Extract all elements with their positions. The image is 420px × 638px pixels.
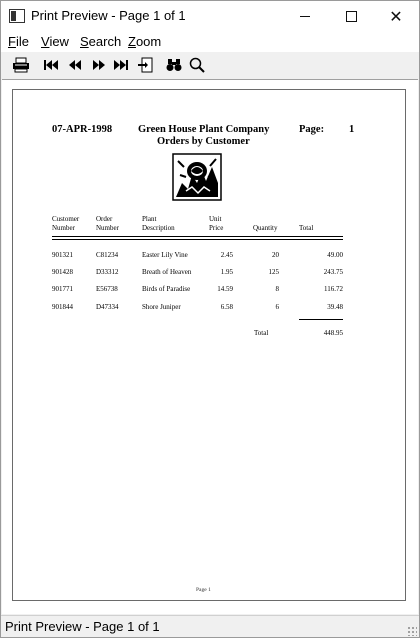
grand-total-value: 448.95 — [323, 329, 343, 337]
header-total: Total — [299, 224, 314, 232]
zoom-magnifier-icon — [189, 57, 205, 73]
toolbar — [1, 53, 419, 77]
cell-plant: Birds of Paradise — [142, 285, 191, 293]
cell-order: D47334 — [96, 303, 119, 311]
find-binoculars-icon — [166, 58, 182, 72]
cell-total: 39.48 — [327, 303, 343, 311]
cell-customer: 901844 — [52, 303, 73, 311]
report-company: Green House Plant Company — [138, 124, 270, 135]
cell-qty: 125 — [268, 268, 279, 276]
header-quantity: Quantity — [253, 224, 278, 232]
cell-customer: 901428 — [52, 268, 73, 276]
cell-order: D33312 — [96, 268, 119, 276]
find-button[interactable] — [164, 55, 184, 75]
window-title: Print Preview - Page 1 of 1 — [31, 8, 186, 23]
first-page-icon — [43, 59, 59, 71]
header-order-number: Order Number — [96, 215, 119, 232]
report-subtitle: Orders by Customer — [157, 136, 250, 147]
header-rule-top — [52, 236, 343, 237]
cell-customer: 901321 — [52, 251, 73, 259]
total-rule — [299, 319, 343, 320]
preview-area[interactable] — [2, 79, 418, 614]
last-page-button[interactable] — [111, 55, 131, 75]
report-page-number: 1 — [349, 124, 355, 135]
status-bar — [1, 615, 419, 638]
previous-page-icon — [68, 59, 82, 71]
cell-qty: 8 — [275, 285, 279, 293]
page-footer: Page 1 — [196, 587, 211, 593]
menu-zoom[interactable]: Zoom — [128, 34, 162, 49]
cell-total: 49.00 — [327, 251, 343, 259]
app-icon — [9, 9, 25, 23]
maximize-icon — [346, 11, 357, 22]
print-button[interactable] — [11, 55, 31, 75]
title-bar[interactable] — [1, 1, 419, 32]
header-customer-number: Customer Number — [52, 215, 80, 232]
first-page-button[interactable] — [41, 55, 61, 75]
print-icon — [12, 57, 30, 73]
minimize-button[interactable] — [282, 1, 328, 32]
header-plant-description: Plant Description — [142, 215, 175, 232]
header-unit-price: Unit Price — [209, 215, 224, 232]
company-logo — [172, 153, 222, 201]
grand-total-label: Total — [254, 329, 269, 337]
menu-file[interactable]: File — [8, 34, 29, 49]
cell-total: 243.75 — [323, 268, 343, 276]
resize-grip-icon[interactable] — [407, 626, 417, 636]
cell-plant: Shore Juniper — [142, 303, 181, 311]
cell-customer: 901771 — [52, 285, 73, 293]
cell-price: 2.45 — [220, 251, 233, 259]
close-icon: ✕ — [389, 6, 403, 26]
zoom-button[interactable] — [187, 55, 207, 75]
status-text: Print Preview - Page 1 of 1 — [5, 619, 160, 634]
cell-total: 116.72 — [324, 285, 343, 293]
cell-plant: Breath of Heaven — [142, 268, 192, 276]
maximize-button[interactable] — [328, 1, 374, 32]
minimize-icon — [300, 16, 310, 17]
last-page-icon — [113, 59, 129, 71]
close-button[interactable] — [373, 1, 419, 32]
menu-search[interactable]: Search — [80, 34, 122, 49]
cell-qty: 6 — [275, 303, 279, 311]
previous-page-button[interactable] — [65, 55, 85, 75]
cell-price: 14.59 — [217, 285, 233, 293]
menu-view[interactable]: View — [41, 34, 69, 49]
report-page-label: Page: — [299, 124, 325, 135]
cell-qty: 20 — [272, 251, 279, 259]
next-page-icon — [92, 59, 106, 71]
report-date: 07-APR-1998 — [52, 124, 113, 135]
cell-price: 6.58 — [220, 303, 233, 311]
cell-plant: Easter Lily Vine — [142, 251, 188, 259]
go-to-page-button[interactable] — [135, 55, 155, 75]
cell-order: E56738 — [96, 285, 118, 293]
header-rule-bottom — [52, 239, 343, 240]
go-to-page-icon — [137, 57, 153, 73]
cell-order: C81234 — [96, 251, 119, 259]
cell-price: 1.95 — [220, 268, 233, 276]
next-page-button[interactable] — [89, 55, 109, 75]
menu-bar — [1, 32, 419, 52]
report-page — [12, 89, 406, 601]
